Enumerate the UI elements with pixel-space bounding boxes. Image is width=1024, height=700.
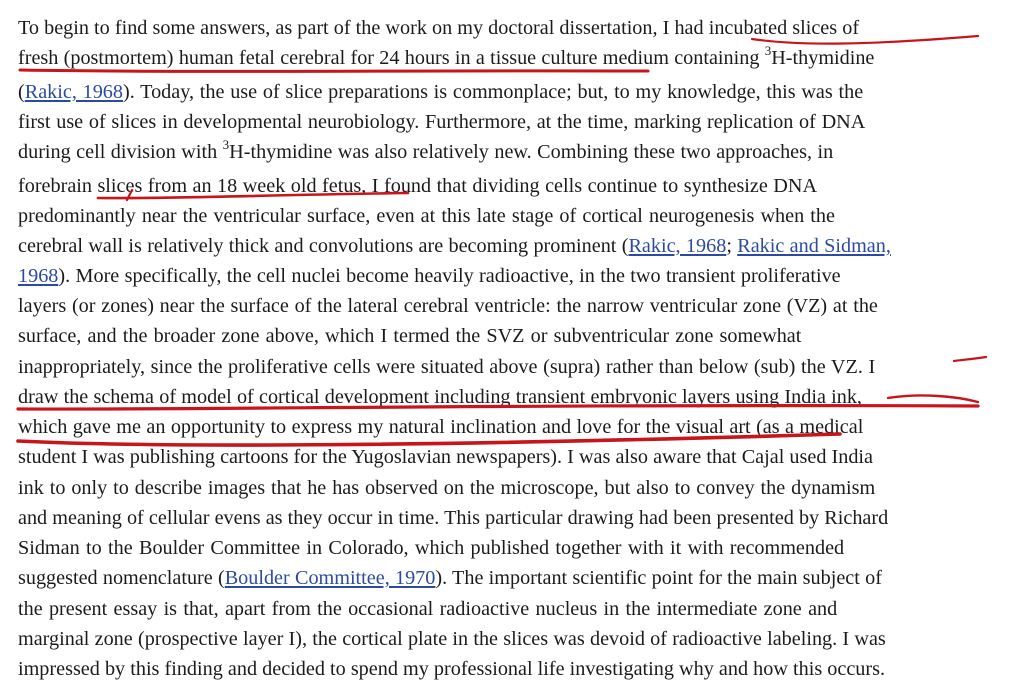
text-line-13: draw the schema of model of cortical development including transient embryonic layers using India ink, <box>18 386 862 408</box>
text-line-14: which gave me an opportunity to express my natural inclination and love for the visual art (as a medical <box>18 416 864 438</box>
text-line-17: and meaning of cellular evens as they occur in time. This particular drawing had been presented by Richard <box>18 507 889 529</box>
text-line-21: marginal zone (prospective layer I), the cortical plate in the slices was devoid of radioactive labeling. I was <box>18 628 886 650</box>
text-line-20: the present essay is that, apart from the occasional radioactive nucleus in the intermediate zone and <box>18 598 838 620</box>
text-line-2: fresh (postmortem) human fetal cerebral for 24 hours in a tissue culture medium containing $^3$H-thymidine <box>18 43 875 69</box>
text-line-16: ink to only to describe images that he has observed on the microscope, but also to convey the dynamism <box>18 477 876 499</box>
citation-link-rakic-1968[interactable]: Rakic, 1968 <box>628 235 727 257</box>
annotation-tick-line-12-i <box>954 357 986 361</box>
text-line-18: Sidman to the Boulder Committee in Colorado, which published together with it with recommended <box>18 537 845 559</box>
text-line-1: To begin to find some answers, as part of the work on my doctoral dissertation, I had incubated slices of <box>18 17 860 39</box>
citation-link-rakic-sidman-1968[interactable]: Rakic and Sidman, <box>737 235 891 257</box>
text-line-7: predominantly near the ventricular surface, even at this late stage of cortical neurogenesis when the <box>18 205 835 227</box>
text-line-12: inappropriately, since the proliferative cells were situated above (supra) rather than below (sub) the VZ. I <box>18 356 876 378</box>
text-line-10: layers (or zones) near the surface of the lateral cerebral ventricle: the narrow ventricular zone (VZ) at the <box>18 295 878 317</box>
text-line-11: surface, and the broader zone above, which I termed the SVZ or subventricular zone somewhat <box>18 325 802 347</box>
citation-link-boulder-committee-1970[interactable]: Boulder Committee, 1970 <box>224 567 436 589</box>
annotation-loop-india-ink <box>888 395 978 402</box>
text-line-8: cerebral wall is relatively thick and convolutions are becoming prominent (Rakic, 1968; Rakic and Sidman, <box>18 235 891 257</box>
text-line-4: first use of slices in developmental neurobiology. Furthermore, at the time, marking replication of DNA <box>18 111 866 133</box>
text-line-3: (Rakic, 1968). Today, the use of slice preparations is commonplace; but, to my knowledge, this was the <box>18 81 864 103</box>
text-line-22: impressed by this finding and decided to spend my professional life investigating why and how this occurs. <box>18 658 886 680</box>
text-line-19: suggested nomenclature (Boulder Committee, 1970). The important scientific point for the main subject of <box>18 567 882 589</box>
citation-link-rakic-sidman-1968-year[interactable]: 1968 <box>18 265 59 287</box>
text-line-15: student I was publishing cartoons for the Yugoslavian newspapers). I was also aware that Cajal used India <box>18 446 873 468</box>
citation-link-rakic-1968[interactable]: Rakic, 1968 <box>24 81 123 103</box>
text-line-6: forebrain slices from an 18 week old fetus, I found that dividing cells continue to synthesize DNA <box>18 175 818 197</box>
text-line-5: during cell division with $^3$H-thymidine was also relatively new. Combining these two approaches, in <box>18 137 834 163</box>
text-line-9: 1968). More specifically, the cell nuclei become heavily radioactive, in the two transient proliferative <box>18 265 841 287</box>
